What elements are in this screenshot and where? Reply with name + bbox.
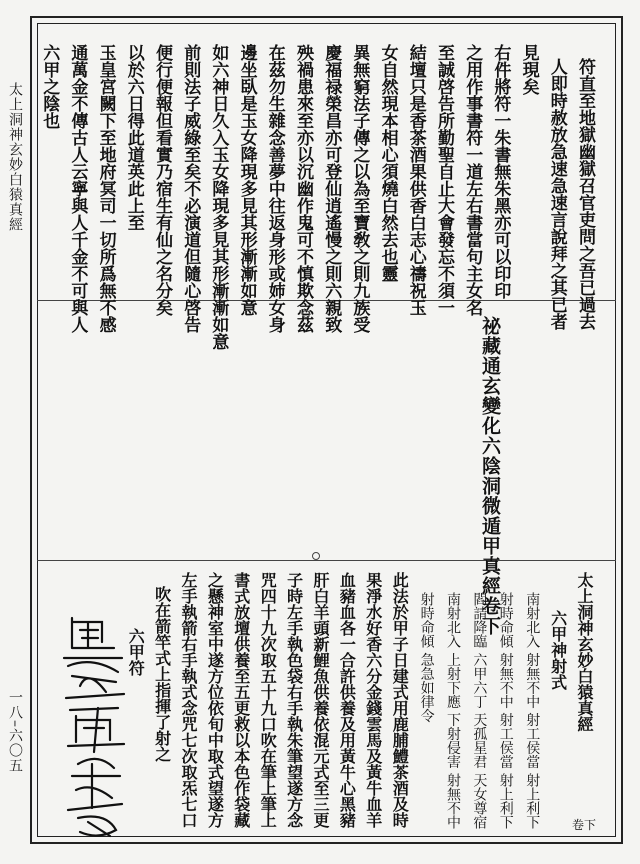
text-column: 如六神日久入玉女降現多見其形漸漸如意: [208, 44, 229, 350]
text-column: 六甲神射式: [548, 610, 568, 690]
circle-mark: [302, 310, 310, 318]
text-column: 符直至地獄幽獄召官吏問之吾已過去: [575, 58, 595, 330]
text-column: 女自然現本相心須燒白然去也靈: [377, 44, 398, 282]
talisman-caption: 六甲符: [126, 628, 146, 676]
text-column: 射時命傾 射無不中 射工侯當 射上利下: [497, 592, 514, 830]
text-column: 六甲之陰也: [39, 44, 60, 129]
volume-title: 祕藏通玄變化六陰洞微遁甲真經卷下: [479, 316, 501, 636]
margin-page-number: 一八–六〇五: [7, 690, 23, 773]
text-column: 肝白羊頭新鯉魚供養依混元式至三更: [311, 572, 330, 828]
text-column: 結壇只是香茶酒果供香白志心禱祝玉: [405, 44, 426, 316]
text-column: 見現矣: [518, 44, 539, 95]
text-column: 血豬血各一合許供養及用黃牛心黑豬: [337, 572, 357, 828]
text-column: 右件將符一朱書無朱黑亦可以印印: [490, 44, 511, 299]
text-column: 玉皇宮闕下至地府冥司一切所爲無不感: [95, 44, 116, 333]
text-column: 閻請降臨 六甲六丁 天孤星君 天女尊宿: [471, 592, 488, 830]
text-column: 通萬金不傳古人云寧與人千金不可與人: [67, 44, 88, 333]
text-column: 人即時赦放急速急速言說拜之其已者: [546, 58, 567, 330]
text-column: 至誠啓告所勤聖自止大會發忘不須一: [434, 44, 454, 316]
text-column: 射時命傾 急急如律令: [418, 592, 435, 723]
text-column: 異無窮法子傳之以為至寶敎之則九族受: [349, 44, 370, 333]
text-column: 在茲勿生雜念善夢中往返身形或姉女身: [264, 44, 285, 333]
text-column: 左手執箭右手執式念咒七次取炁七口: [179, 572, 198, 828]
text-column: 以於六日得此道英此上至: [123, 44, 144, 231]
six-jia-talisman-seal: [58, 612, 136, 844]
text-column: 子時左手執色袋右手執朱筆望遂方念: [284, 572, 304, 828]
circle-mark: [312, 552, 320, 560]
text-column: 邊坐臥是玉女降現多見其形漸漸如意: [236, 44, 257, 316]
text-column: 慶福禄榮昌亦可登仙逍遙慢之則六親致: [321, 44, 342, 333]
text-column: 南射北入 射無不中 射工侯當 射上利下: [524, 592, 541, 830]
text-column: 之用作事書符一道左右書當句主女名: [462, 44, 483, 316]
text-column: 此法於甲子日建式用鹿脯鱧茶酒及時: [390, 572, 410, 828]
text-column: 南射北入 上射下應 下射侵害 射無不中: [445, 592, 461, 830]
volume-mark: 卷下: [572, 818, 597, 832]
lower-section-title: 太上洞神玄妙白猿真經: [575, 572, 594, 732]
margin-book-title: 太上洞神玄妙白猿真經: [7, 82, 23, 232]
text-column: 果淨水好香六分金錢雲馬及黃牛血羊: [363, 572, 383, 828]
text-column: 咒四十九次取五十九口吹在筆上筆上: [258, 572, 278, 828]
section-divider-bottom: [37, 560, 616, 561]
text-column: 之懸神室中遂方位依旬中取式望遂方: [205, 572, 225, 828]
text-column: 便行便報但看實乃宿生有仙之名分矣: [152, 44, 172, 316]
text-column: 書式放壇供養至五更救以本色作袋藏: [231, 572, 251, 828]
text-column: 殃禍患來至亦以沉幽作鬼可不慎欺念茲: [293, 44, 313, 333]
text-column: 吹在箭竿式上指揮了射之: [152, 586, 172, 762]
text-column: 前則法子威綠至矣不必演道但隨心啓告: [180, 44, 201, 333]
